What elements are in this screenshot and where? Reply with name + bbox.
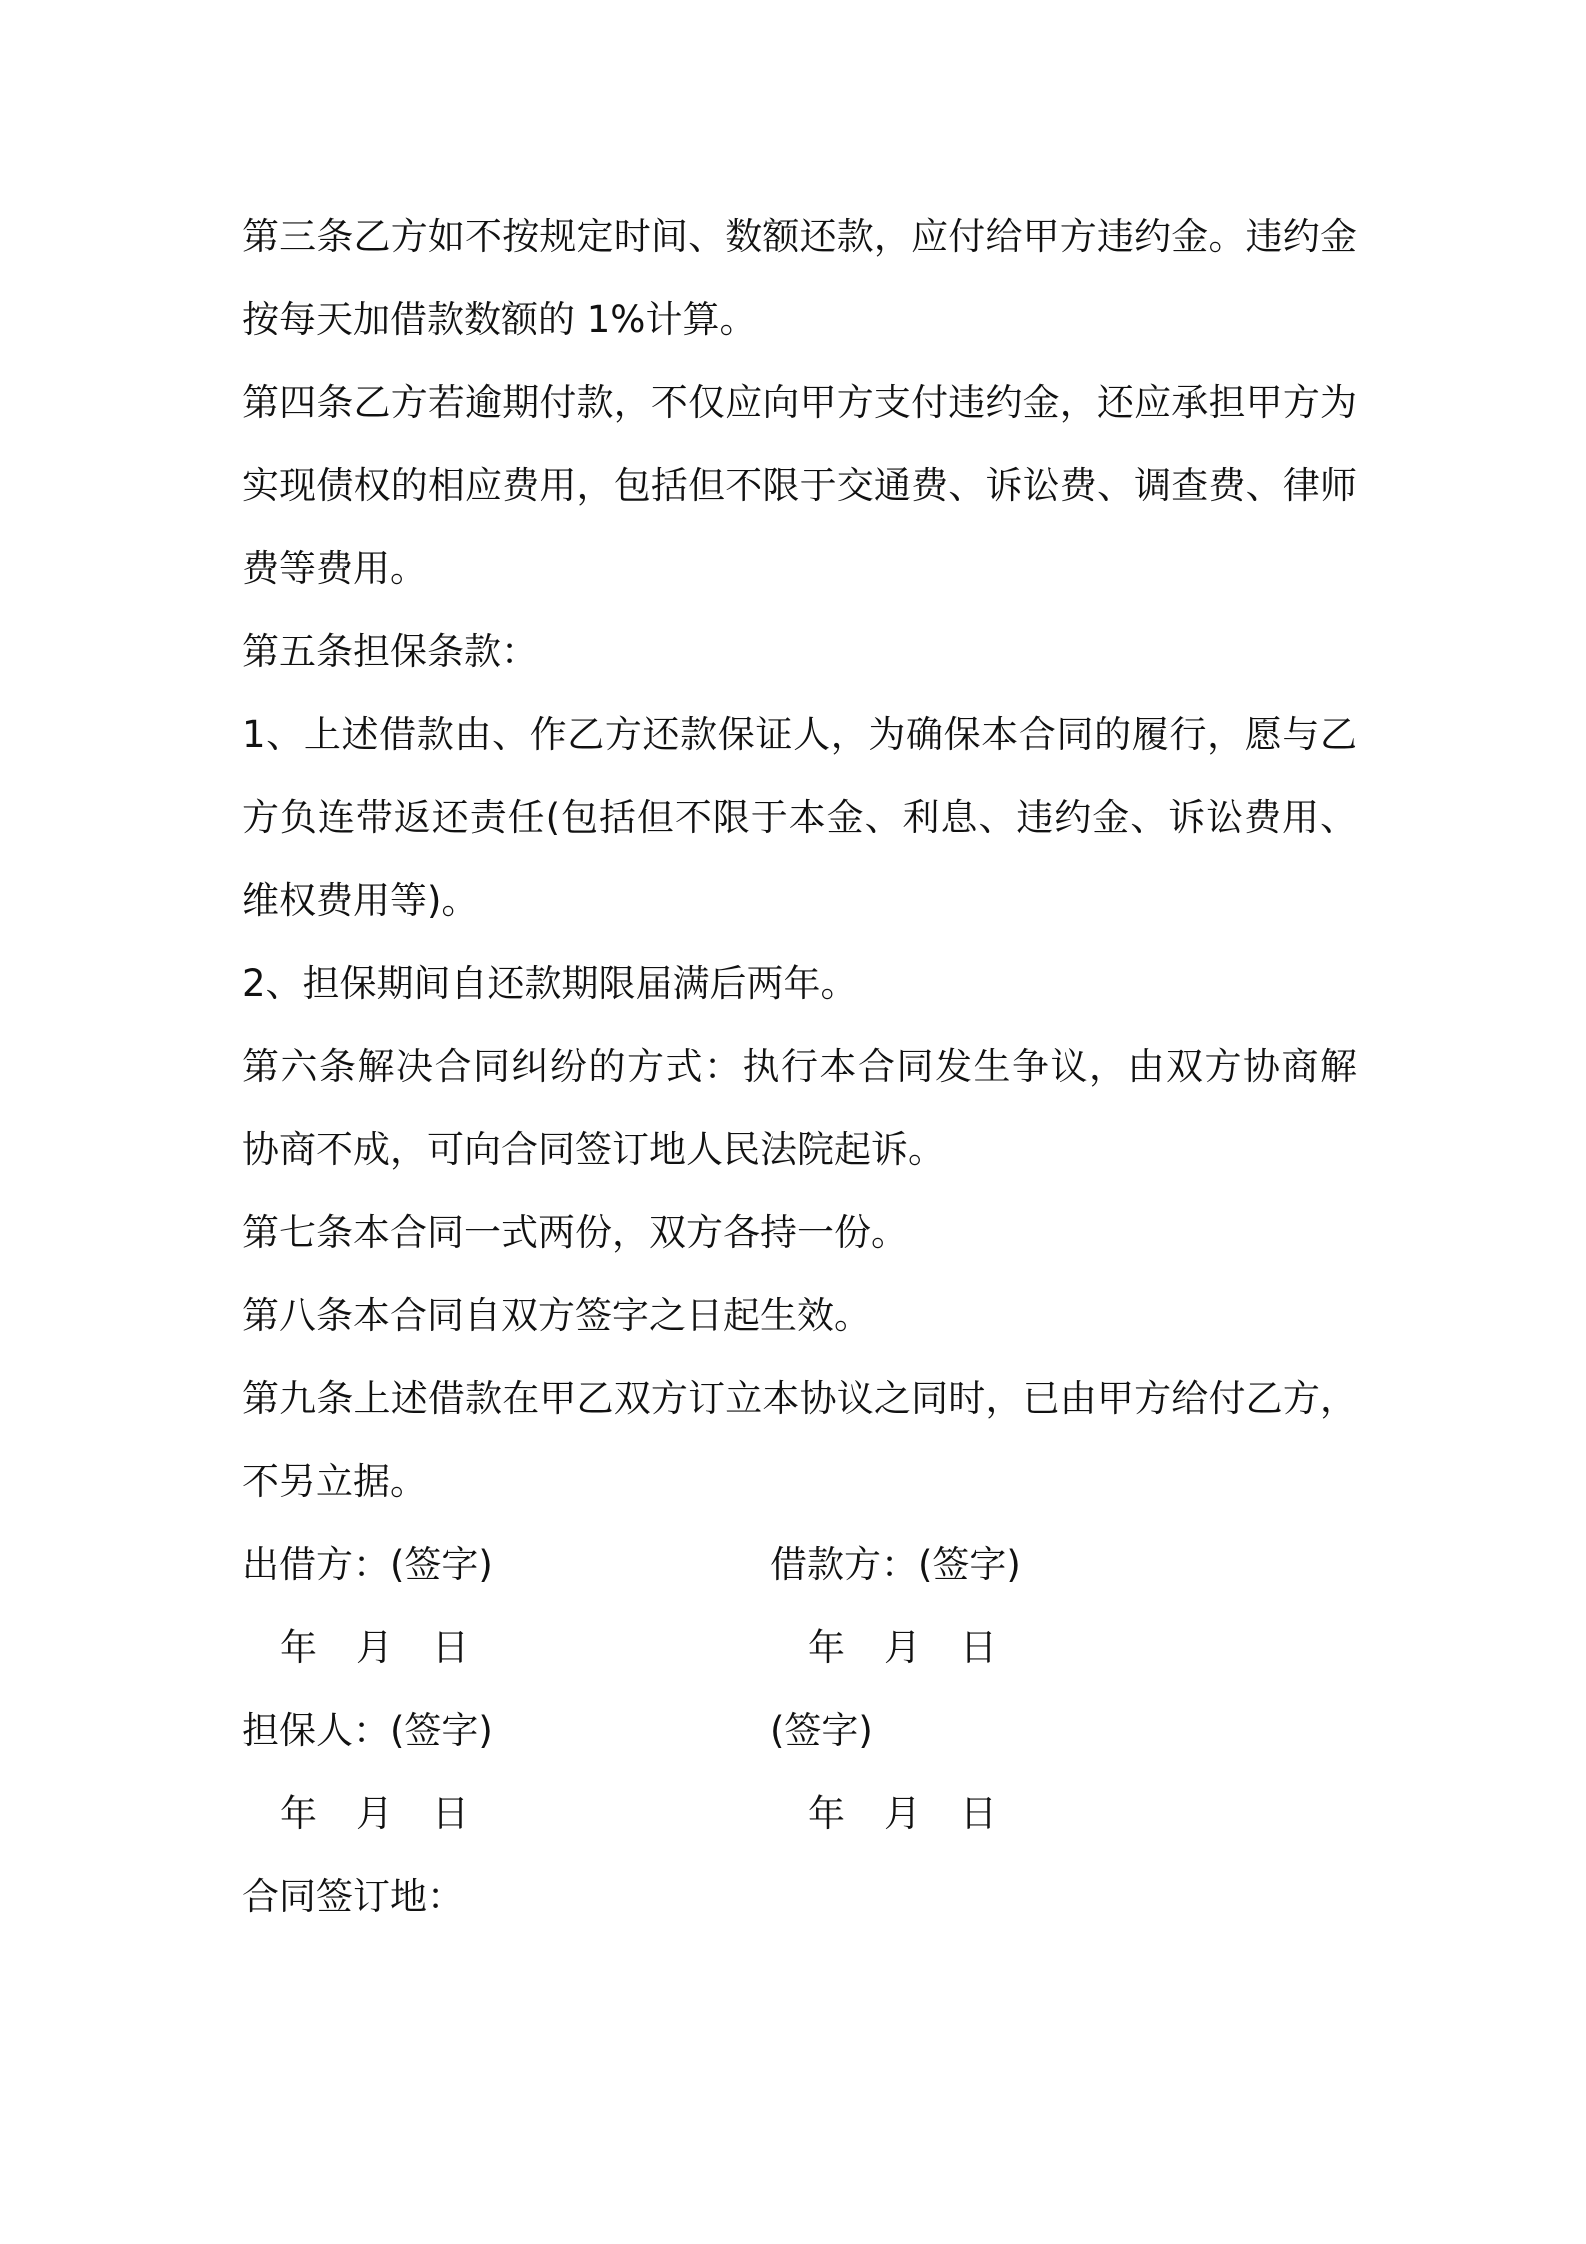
signature-row-1 xyxy=(242,1523,1357,1606)
date-day-label: 日 xyxy=(960,1792,997,1835)
date-year-label: 年 xyxy=(280,1626,317,1669)
document-body xyxy=(242,195,1357,1938)
article-8-line-1: 第八条本合同自双方签字之日起生效。 xyxy=(242,1294,871,1337)
clause-1-line-2: 方负连带返还责任(包括但不限于本金、利息、违约金、诉讼费用、 xyxy=(242,796,1357,839)
contract-place-label: 合同签订地： xyxy=(242,1875,464,1918)
date-month-label: 月 xyxy=(884,1792,921,1835)
guarantor-signature-label: 担保人：(签字) xyxy=(242,1709,493,1752)
signature-row-2 xyxy=(242,1689,1357,1772)
article-3-line-2: 按每天加借款数额的 1%计算。 xyxy=(242,298,757,341)
date-day-label: 日 xyxy=(432,1626,469,1669)
date-day-label: 日 xyxy=(432,1792,469,1835)
article-5-heading: 第五条担保条款： xyxy=(242,630,538,673)
lender-date xyxy=(280,1606,469,1689)
second-date xyxy=(808,1772,997,1855)
clause-1-line-1: 1、上述借款由、作乙方还款保证人，为确保本合同的履行，愿与乙 xyxy=(242,713,1357,756)
article-4-line-2: 实现债权的相应费用，包括但不限于交通费、诉讼费、调查费、律师 xyxy=(242,464,1357,507)
article-6-line-2: 协商不成，可向合同签订地人民法院起诉。 xyxy=(242,1128,945,1171)
borrower-signature-label: 借款方：(签字) xyxy=(770,1543,1021,1586)
article-4-line-1: 第四条乙方若逾期付款，不仅应向甲方支付违约金，还应承担甲方为 xyxy=(242,381,1357,424)
date-row-1 xyxy=(242,1606,1357,1689)
article-3-line-1: 第三条乙方如不按规定时间、数额还款，应付给甲方违约金。违约金 xyxy=(242,215,1357,258)
date-year-label: 年 xyxy=(808,1626,845,1669)
clause-1-line-3: 维权费用等)。 xyxy=(242,879,479,922)
date-year-label: 年 xyxy=(808,1792,845,1835)
date-month-label: 月 xyxy=(356,1792,393,1835)
clause-2-line-1: 2、担保期间自还款期限届满后两年。 xyxy=(242,962,858,1005)
article-9-line-2: 不另立据。 xyxy=(242,1460,427,1503)
guarantor-date xyxy=(280,1772,469,1855)
article-4-line-3: 费等费用。 xyxy=(242,547,427,590)
date-year-label: 年 xyxy=(280,1792,317,1835)
borrower-date xyxy=(808,1606,997,1689)
article-9-line-1: 第九条上述借款在甲乙双方订立本协议之同时，已由甲方给付乙方， xyxy=(242,1377,1357,1420)
article-7-line-1: 第七条本合同一式两份，双方各持一份。 xyxy=(242,1211,908,1254)
date-day-label: 日 xyxy=(960,1626,997,1669)
article-6-line-1: 第六条解决合同纠纷的方式：执行本合同发生争议，由双方协商解 xyxy=(242,1045,1357,1088)
date-month-label: 月 xyxy=(356,1626,393,1669)
date-month-label: 月 xyxy=(884,1626,921,1669)
second-signature-label: (签字) xyxy=(770,1709,873,1752)
lender-signature-label: 出借方：(签字) xyxy=(242,1543,493,1586)
date-row-2 xyxy=(242,1772,1357,1855)
